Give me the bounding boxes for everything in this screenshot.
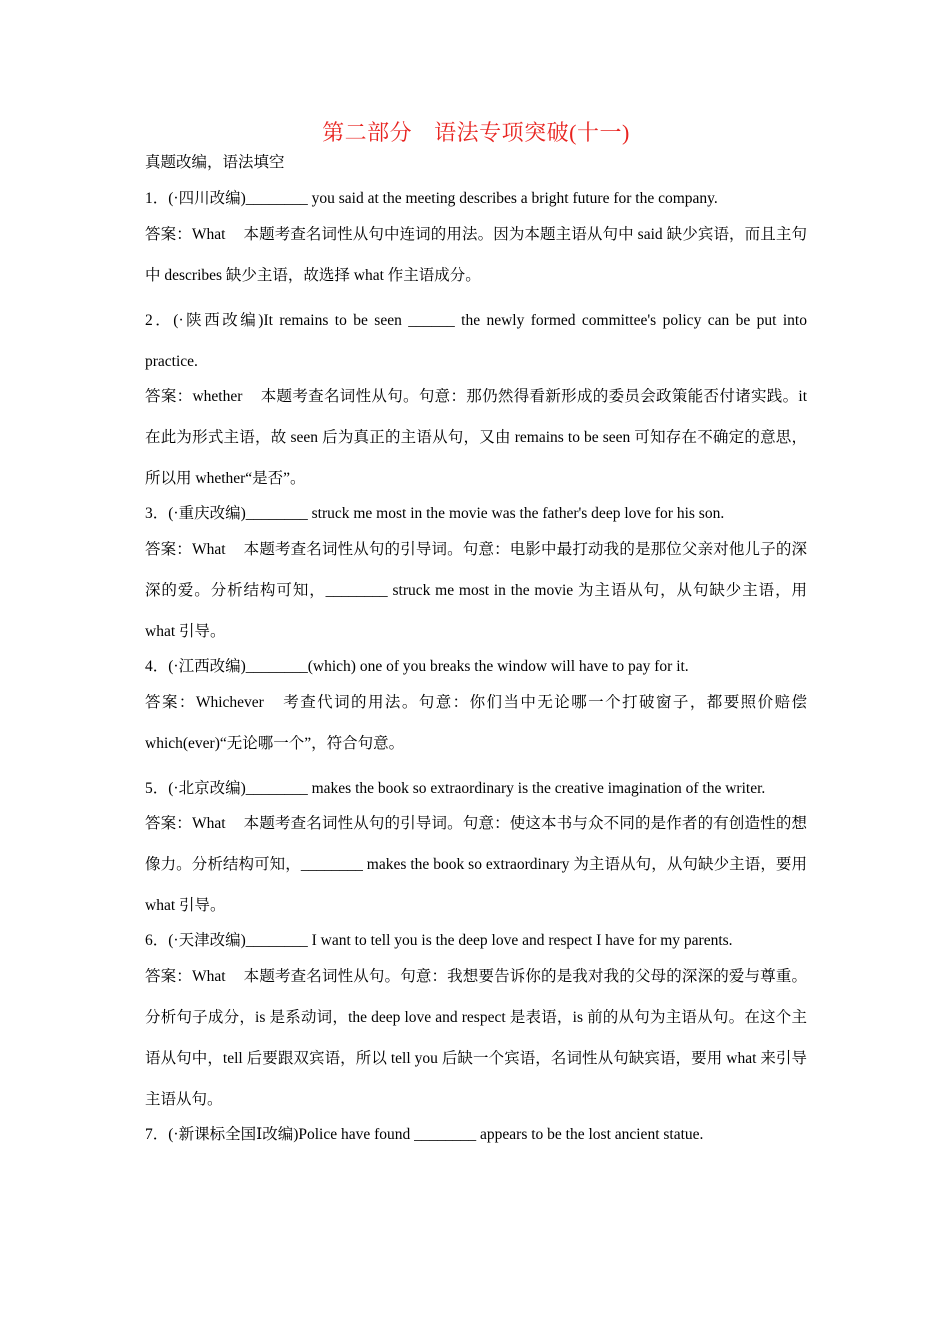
answer-2-text: 本题考查名词性从句。句意：那仍然得看新形成的委员会政策能否付诸实践。it 在此为形式主语，故 seen 后为真正的主语从句，又由 remains to be seen 可知存在不确定的意思，所以用 whether“是否”。 (145, 388, 807, 487)
answer-3 (145, 529, 807, 652)
question-4: 4．(·江西改编)________(which) one of you breaks the window will have to pay for it. (145, 658, 689, 675)
title-part: 第二部分 (322, 120, 413, 145)
section-subtitle: 真题改编，语法填空 (145, 154, 285, 171)
page-title (145, 118, 807, 148)
answer-5 (145, 803, 807, 926)
question-6: 6．(·天津改编)________ I want to tell you is the deep love and respect I have for my parents. (145, 932, 733, 949)
answer-4-text: 考查代词的用法。句意：你们当中无论哪一个打破窗子，都要照价赔偿which(ever)“无论哪一个”，符合句意。 (145, 694, 807, 752)
answer-5-text: 本题考查名词性从句的引导词。句意：使这本书与众不同的是作者的有创造性的想像力。分析结构可知，________ makes the book so extraordinary 为主语从句，从句缺少主语，要用 what 引导。 (145, 815, 807, 914)
answer-1-text: 本题考查名词性从句中连词的用法。因为本题主语从句中 said 缺少宾语，而且主句中 describes 缺少主语，故选择 what 作主语成分。 (145, 226, 807, 284)
answer-6-text: 本题考查名词性从句。句意：我想要告诉你的是我对我的父母的深深的爱与尊重。分析句子成分，is 是系动词，the deep love and respect 是表语，is 前的从句为主语从句。在这个主语从句中，tell 后要跟双宾语，所以 tell you 后缺一个宾语，名词性从句缺宾语，要用 what 来引导主语从句。 (145, 968, 807, 1108)
answer-6 (145, 956, 807, 1120)
answer-4-prefix: 答案：Whichever (145, 694, 264, 711)
answer-5-prefix: 答案：What (145, 815, 226, 832)
question-3: 3．(·重庆改编)________ struck me most in the movie was the father's deep love for his son. (145, 505, 725, 522)
answer-1-prefix: 答案：What (145, 226, 226, 243)
document-page (145, 118, 807, 1160)
answer-2 (145, 376, 807, 499)
answer-4 (145, 682, 807, 764)
question-2: 2．(·陕西改编)It remains to be seen ______ the newly formed committee's policy can be put into practice. (145, 312, 807, 370)
title-topic: 语法专项突破(十一) (434, 120, 630, 145)
answer-1 (145, 214, 807, 296)
answer-3-text: 本题考查名词性从句的引导词。句意：电影中最打动我的是那位父亲对他儿子的深深的爱。分析结构可知，________ struck me most in the movie 为主语从句，从句缺少主语，用 what 引导。 (145, 541, 807, 640)
answer-2-prefix: 答案：whether (145, 388, 243, 405)
question-1: 1．(·四川改编)________ you said at the meeting describes a bright future for the company. (145, 190, 718, 207)
answer-6-prefix: 答案：What (145, 968, 226, 985)
question-7: 7．(·新课标全国Ⅰ改编)Police have found ________ appears to be the lost ancient statue. (145, 1126, 704, 1143)
question-5: 5．(·北京改编)________ makes the book so extraordinary is the creative imagination of the writer. (145, 780, 766, 797)
answer-3-prefix: 答案：What (145, 541, 226, 558)
